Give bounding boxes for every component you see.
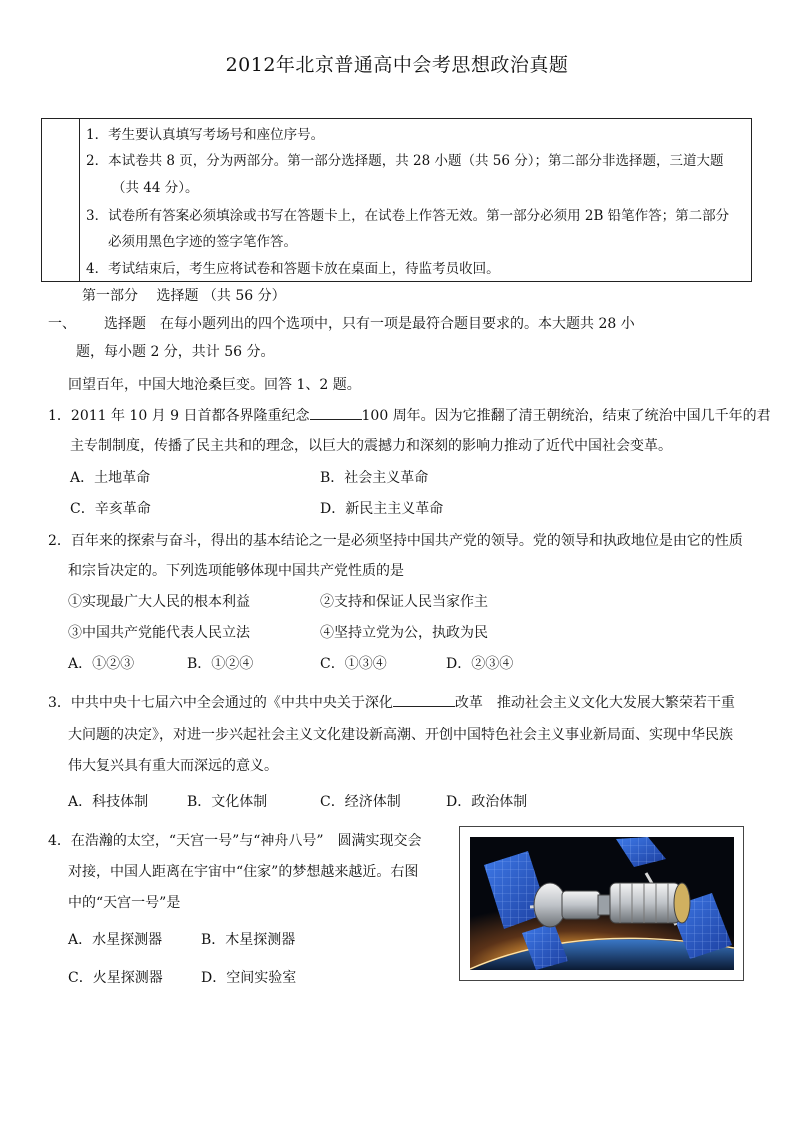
q2-item-3: ③中国共产党能代表人民立法 bbox=[68, 625, 250, 641]
q2-option-c: C．①③④ bbox=[320, 656, 387, 672]
q1-stem-post: 100 周年。因为它推翻了清王朝统治，结束了统治中国几千年的君 bbox=[361, 408, 771, 424]
q3-blank bbox=[393, 692, 455, 707]
section-number: 一、 bbox=[48, 316, 76, 332]
space-station-image bbox=[470, 837, 734, 970]
q4-line-3: 中的“天宫一号”是 bbox=[68, 895, 181, 911]
q1-option-d: D．新民主主义革命 bbox=[320, 501, 444, 517]
notice-line-3-cont: 必须用黑色字迹的签字笔作答。 bbox=[108, 234, 297, 250]
q1-blank bbox=[310, 405, 362, 420]
q3-option-c: C．经济体制 bbox=[320, 794, 401, 810]
q3-stem-pre: 3．中共中央十七届六中全会通过的《中共中央关于深化 bbox=[48, 695, 393, 711]
q2-line-2: 和宗旨决定的。下列选项能够体现中国共产党性质的是 bbox=[68, 563, 404, 579]
page-title: 2012年北京普通高中会考思想政治真题 bbox=[225, 54, 569, 76]
q1-option-a: A．土地革命 bbox=[70, 470, 151, 486]
q3-stem-post: 改革 推动社会主义文化大发展大繁荣若干重 bbox=[454, 695, 735, 711]
notice-line-2-cont: （共 44 分）。 bbox=[112, 180, 199, 196]
q2-option-b: B．①②④ bbox=[187, 656, 254, 672]
q2-option-a: A．①②③ bbox=[68, 656, 135, 672]
q3-option-a: A．科技体制 bbox=[68, 794, 149, 810]
q4-option-c: C．火星探测器 bbox=[68, 970, 163, 986]
q1-line-1 bbox=[48, 405, 771, 425]
q2-option-d: D．②③④ bbox=[446, 656, 514, 672]
q3-line-1 bbox=[48, 692, 735, 712]
q4-option-a: A．水星探测器 bbox=[68, 932, 163, 948]
section-instructions-line-2: 题，每小题 2 分，共计 56 分。 bbox=[76, 344, 275, 360]
notice-line-1: 1．考生要认真填写考场号和座位序号。 bbox=[86, 127, 325, 143]
notice-line-2: 2．本试卷共 8 页，分为两部分。第一部分选择题，共 28 小题（共 56 分）；第二部分非选择题，三道大题 bbox=[86, 153, 724, 169]
q4-line-1: 4．在浩瀚的太空，“天宫一号”与“神舟八号” 圆满实现交会 bbox=[48, 833, 422, 849]
q3-option-d: D．政治体制 bbox=[446, 794, 528, 810]
q1-line-2: 主专制制度，传播了民主共和的理念，以巨大的震撼力和深刻的影响力推动了近代中国社会变革。 bbox=[70, 438, 672, 454]
group-intro: 回望百年，中国大地沧桑巨变。回答 1、2 题。 bbox=[68, 377, 361, 393]
q2-item-4: ④坚持立党为公，执政为民 bbox=[320, 625, 488, 641]
q2-line-1: 2．百年来的探索与奋斗，得出的基本结论之一是必须坚持中国共产党的领导。党的领导和执政地位是由它的性质 bbox=[48, 533, 743, 549]
q3-option-b: B．文化体制 bbox=[187, 794, 268, 810]
notice-divider bbox=[79, 119, 80, 281]
tiangong-figure bbox=[459, 826, 744, 981]
part1-heading: 第一部分 选择题 （共 56 分） bbox=[82, 288, 286, 304]
q1-option-b: B．社会主义革命 bbox=[320, 470, 429, 486]
q2-item-1: ①实现最广大人民的根本利益 bbox=[68, 594, 250, 610]
q4-option-b: B．木星探测器 bbox=[201, 932, 296, 948]
notice-line-4: 4．考试结束后，考生应将试卷和答题卡放在桌面上，待监考员收回。 bbox=[86, 261, 500, 277]
section-instructions-line-1: 选择题 在每小题列出的四个选项中，只有一项是最符合题目要求的。本大题共 28 小 bbox=[104, 316, 635, 332]
exam-notice-box bbox=[41, 118, 752, 282]
q2-item-2: ②支持和保证人民当家作主 bbox=[320, 594, 488, 610]
q4-line-2: 对接，中国人距离在宇宙中“住家”的梦想越来越近。右图 bbox=[68, 864, 419, 880]
q1-option-c: C．辛亥革命 bbox=[70, 501, 151, 517]
notice-line-3: 3．试卷所有答案必须填涂或书写在答题卡上，在试卷上作答无效。第一部分必须用 2B 铅笔作答；第二部分 bbox=[86, 208, 730, 224]
q3-line-3: 伟大复兴具有重大而深远的意义。 bbox=[68, 758, 278, 774]
q1-stem-pre: 1．2011 年 10 月 9 日首都各界隆重纪念 bbox=[48, 408, 310, 424]
q3-line-2: 大问题的决定》，对进一步兴起社会主义文化建设新高潮、开创中国特色社会主义事业新局面、实现中华民族 bbox=[68, 727, 733, 743]
q4-option-d: D．空间实验室 bbox=[201, 970, 297, 986]
